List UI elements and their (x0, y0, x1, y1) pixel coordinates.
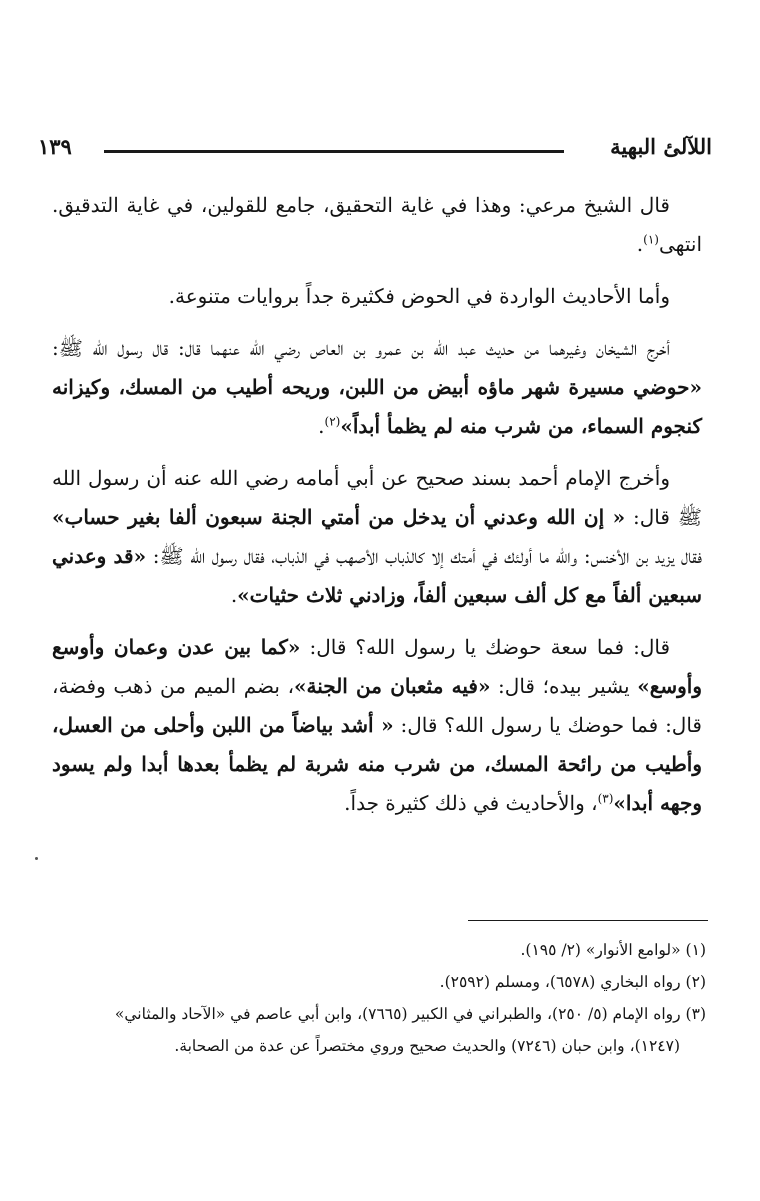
body-text (52, 186, 702, 836)
hadith-quote-3: «قد وعدني سبعين ألفاً مع كل ألف سبعين ألفاً، وزادني ثلاث حثيات» (52, 544, 702, 607)
paragraph-3-end: . (318, 414, 325, 438)
page-number: ١٣٩ (38, 134, 72, 159)
footnote-3: (٣) رواه الإمام (٥/ ٢٥٠)، والطبراني في الكبير (٧٦٦٥)، وابن أبي عاصم في «الآحاد والمثاني» (114, 1005, 706, 1023)
paragraph-3-text: أخرج الشيخان وغيرهما من حديث عبد الله بن عمرو بن العاص رضي الله عنهما قال: قال رسول الله ﷺ: (52, 336, 670, 360)
footnote-3-continued: (١٢٤٧)، وابن حبان (٧٢٤٦) والحديث صحيح وروي مختصراً عن عدة من الصحابة. (174, 1037, 680, 1055)
hadith-quote-4: «كما بين عدن وعمان وأوسع وأوسع» (52, 635, 702, 698)
paragraph-4-end: . (230, 583, 238, 607)
paragraph-5-text-a: قال: فما سعة حوضك يا رسول الله؟ قال: (300, 635, 671, 659)
footnote-ref-1: (١) (643, 232, 659, 247)
paragraph-4-text-a: وأخرج الإمام أحمد بسند صحيح عن أبي أمامه رضي الله عنه أن رسول الله ﷺ قال: (52, 466, 702, 529)
running-header (38, 132, 712, 172)
paragraph-5-text-e: ، بضم الميم من ذهب وفضة، قال: فما حوضك يا رسول الله؟ قال: (52, 674, 702, 737)
paragraph-1-text: قال الشيخ مرعي: وهذا في غاية التحقيق، جامع للقولين، في غاية التدقيق. انتهى (52, 193, 702, 256)
hadith-quote-2: « إن الله وعدني أن يدخل من أمتي الجنة سبعون ألفا بغير حساب» (52, 505, 626, 529)
hadith-quote-1: «حوضي مسيرة شهر ماؤه أبيض من اللبن، وريحه أطيب من المسك، وكيزانه كنجوم السماء، من شرب منه لم يظمأ أبداً» (52, 375, 702, 438)
footnote-ref-2: (٢) (324, 414, 341, 429)
footnote-2: (٢) رواه البخاري (٦٥٧٨)، ومسلم (٢٥٩٢). (439, 973, 706, 991)
paragraph-5 (52, 628, 702, 823)
footnote-rule (468, 920, 708, 921)
paragraph-2: وأما الأحاديث الواردة في الحوض فكثيرة جداً بروايات متنوعة. (168, 284, 670, 308)
footnote-1: (١) «لوامع الأنوار» (٢/ ١٩٥). (520, 941, 706, 959)
header-rule (104, 150, 564, 153)
paragraph-5-text-c: يشير بيده؛ قال: (490, 674, 638, 698)
paragraph-4 (52, 459, 702, 615)
paragraph-4-text-c: فقال يزيد بن الأخنس: والله ما أولئك في أمتك إلا كالذباب الأصهب في الذباب، فقال رسول الله ﷺ: (146, 544, 702, 568)
book-title: اللآلئ البهية (610, 134, 712, 159)
hadith-quote-6: « أشد بياضاً من اللبن وأحلى من العسل، وأطيب من رائحة المسك، من شرب منه شربة لم يظمأ بعدها أبدا ولم يسود وجهه أبدا» (52, 713, 702, 815)
footnote-ref-3: (٣) (597, 791, 614, 806)
paragraph-3 (52, 329, 702, 446)
paragraph-1 (52, 186, 702, 264)
footnotes (50, 934, 706, 1062)
paragraph-5-end: ، والأحاديث في ذلك كثيرة جداً. (344, 791, 598, 815)
scan-speck (35, 857, 38, 860)
hadith-quote-5: «فيه مثعبان من الجنة» (294, 674, 491, 698)
paragraph-1-end: . (636, 232, 644, 256)
